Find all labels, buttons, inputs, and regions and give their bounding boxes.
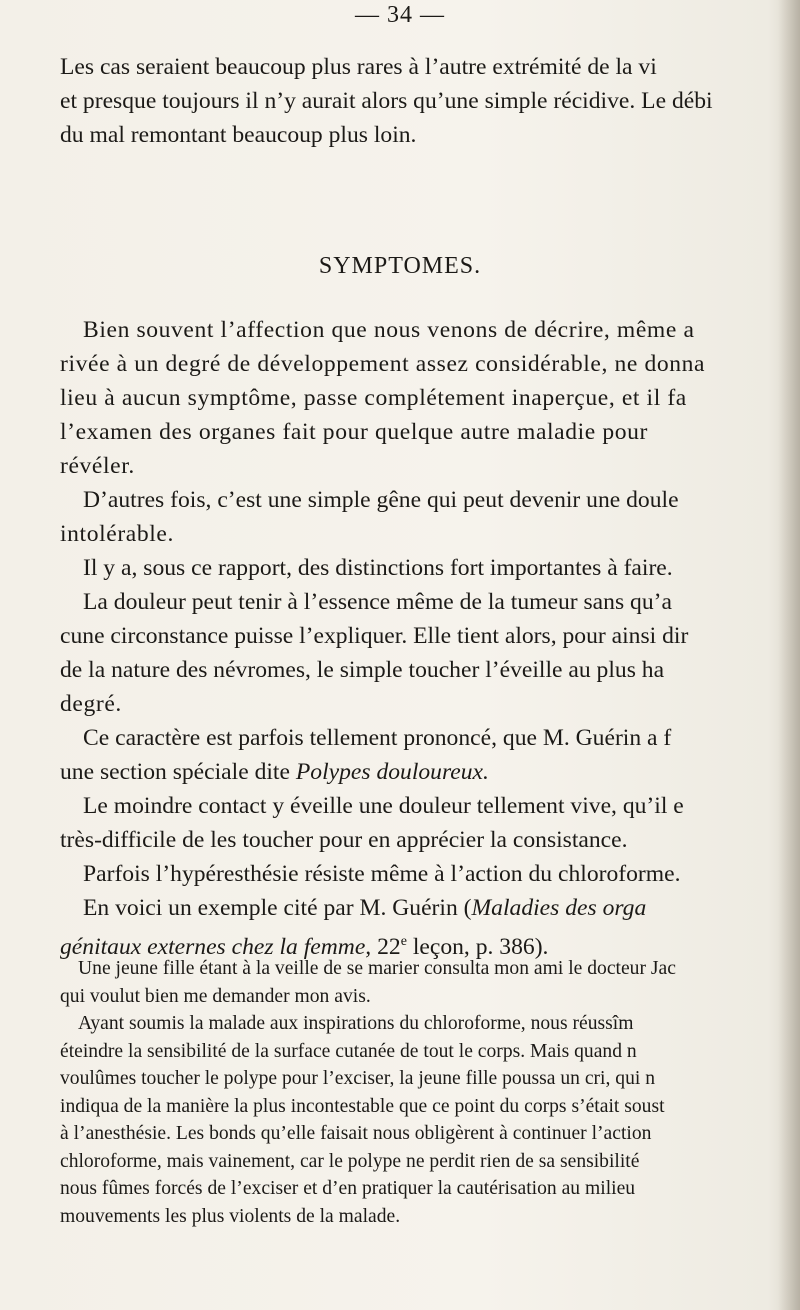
ordinal-suffix: e (400, 934, 407, 949)
text-line: Bien souvent l’affection que nous venons de décrire, même a (83, 317, 695, 343)
text-line: rivée à un degré de développement assez considérable, ne donna (60, 351, 706, 377)
quote-line: Une jeune fille étant à la veille de se marier consulta mon ami le docteur Jac (78, 958, 676, 979)
text-line: révéler. (60, 453, 135, 479)
text-line: intolérable. (60, 521, 174, 547)
text-line: l’examen des organes fait pour quelque autre maladie pour (60, 419, 649, 445)
emphasis-genitaux: génitaux externes chez la femme, (60, 933, 372, 959)
text-fragment: leçon, p. 386). (406, 933, 549, 959)
section-heading: SYMPTOMES. (318, 253, 482, 279)
quote-line: mouvements les plus violents de la malade. (60, 1205, 401, 1227)
text-line: D’autres fois, c’est une simple gêne qui peut devenir une doule (83, 487, 679, 513)
text-fragment: En voici un exemple cité par M. Guérin ( (83, 895, 472, 921)
text-line: Ce caractère est parfois tellement prononcé, que M. Guérin a f (83, 725, 672, 751)
quote-line: Ayant soumis la malade aux inspirations du chloroforme, nous réussîm (78, 1013, 634, 1034)
emphasis-maladies: Maladies des orga (471, 895, 647, 921)
quote-line: indiqua de la manière la plus incontestable que ce point du corps s’était soust (60, 1095, 665, 1117)
case-quote (60, 955, 796, 1230)
quote-line: voulûmes toucher le polype pour l’exciser, la jeune fille poussa un cri, qui n (60, 1068, 656, 1089)
text-line: de la nature des névromes, le simple toucher l’éveille au plus ha (60, 657, 665, 683)
text-line (60, 925, 796, 959)
quote-line: chloroforme, mais vainement, car le polype ne perdit rien de sa sensibilité (60, 1150, 640, 1172)
text-line: degré. (60, 691, 122, 717)
quote-line: nous fûmes forcés de l’exciser et d’en pratiquer la cautérisation au milieu (60, 1178, 636, 1199)
text-line: du mal remontant beaucoup plus loin. (60, 122, 417, 148)
text-line: Il y a, sous ce rapport, des distinctions fort importantes à faire. (83, 555, 673, 581)
text-line: Parfois l’hypéresthésie résiste même à l’action du chloroforme. (83, 861, 681, 887)
symptoms-text (60, 313, 796, 959)
page-number: — 34 — (355, 2, 445, 28)
text-line: et presque toujours il n’y aurait alors qu’une simple récidive. Le débi (60, 88, 713, 114)
text-line: lieu à aucun symptôme, passe complétement inaperçue, et il fa (60, 385, 687, 411)
text-line: très-difficile de les toucher pour en apprécier la consistance. (60, 827, 628, 853)
text-line: La douleur peut tenir à l’essence même de la tumeur sans qu’a (83, 589, 672, 615)
text-line: Le moindre contact y éveille une douleur tellement vive, qu’il e (83, 793, 684, 819)
emphasis-polypes: Polypes douloureux. (295, 759, 489, 785)
lecon-number: 22 (371, 933, 401, 959)
quote-line: qui voulut bien me demander mon avis. (60, 985, 371, 1007)
intro-paragraph (60, 50, 796, 152)
text-line: cune circonstance puisse l’expliquer. Elle tient alors, pour ainsi dir (60, 623, 689, 649)
text-line (60, 755, 796, 789)
text-line (60, 891, 796, 925)
text-line: Les cas seraient beaucoup plus rares à l’autre extrémité de la vi (60, 54, 657, 80)
quote-line: éteindre la sensibilité de la surface cutanée de tout le corps. Mais quand n (60, 1040, 637, 1062)
quote-line: à l’anesthésie. Les bonds qu’elle faisait nous obligèrent à continuer l’action (60, 1123, 652, 1144)
text-fragment: une section spéciale dite (60, 759, 290, 785)
